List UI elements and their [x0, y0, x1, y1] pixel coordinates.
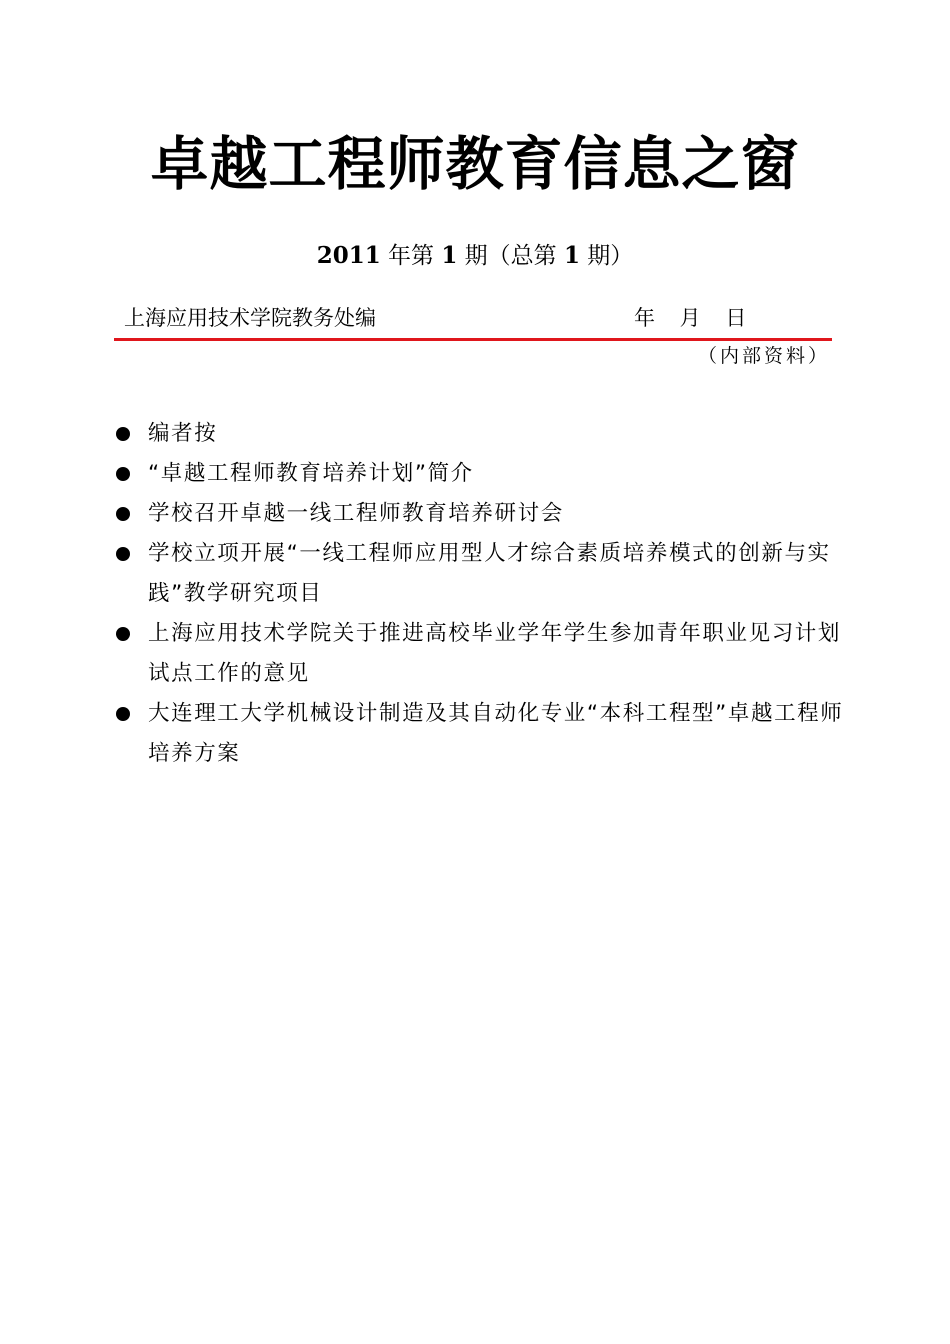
bullet-icon	[116, 507, 130, 521]
contents-item	[116, 534, 846, 614]
contents-item-text: 上海应用技术学院关于推进高校毕业学年学生参加青年职业见习计划试点工作的意见	[148, 621, 842, 686]
contents-item	[116, 614, 846, 694]
editor-line: 上海应用技术学院教务处编	[124, 306, 376, 330]
issue-total-number: 1	[563, 242, 580, 269]
contents-item	[116, 694, 846, 774]
issue-end: 期）	[579, 243, 634, 269]
bullet-icon	[116, 627, 130, 641]
red-divider	[114, 338, 832, 341]
contents-list	[116, 414, 846, 774]
issue-year: 2011	[316, 242, 381, 269]
contents-item	[116, 414, 846, 454]
contents-item-text: 学校立项开展“一线工程师应用型人才综合素质培养模式的创新与实践”教学研究项目	[148, 541, 831, 606]
issue-line	[0, 240, 950, 272]
contents-item-text: “卓越工程师教育培养计划”简介	[148, 461, 474, 486]
bullet-icon	[116, 547, 130, 561]
contents-item-text: 学校召开卓越一线工程师教育培养研讨会	[148, 501, 564, 526]
bullet-icon	[116, 427, 130, 441]
contents-item-text: 大连理工大学机械设计制造及其自动化专业“本科工程型”卓越工程师培养方案	[148, 701, 844, 766]
issue-year-suffix: 年第	[380, 243, 442, 269]
date-placeholder: 年 月 日	[634, 306, 747, 330]
bullet-icon	[116, 467, 130, 481]
publication-title: 卓越工程师教育信息之窗	[150, 130, 800, 198]
contents-item-text: 编者按	[148, 421, 218, 446]
internal-material-note: （内部资料）	[697, 345, 830, 367]
bullet-icon	[116, 707, 130, 721]
issue-number: 1	[441, 242, 458, 269]
issue-middle: 期（总第	[457, 243, 564, 269]
contents-item	[116, 494, 846, 534]
contents-item	[116, 454, 846, 494]
